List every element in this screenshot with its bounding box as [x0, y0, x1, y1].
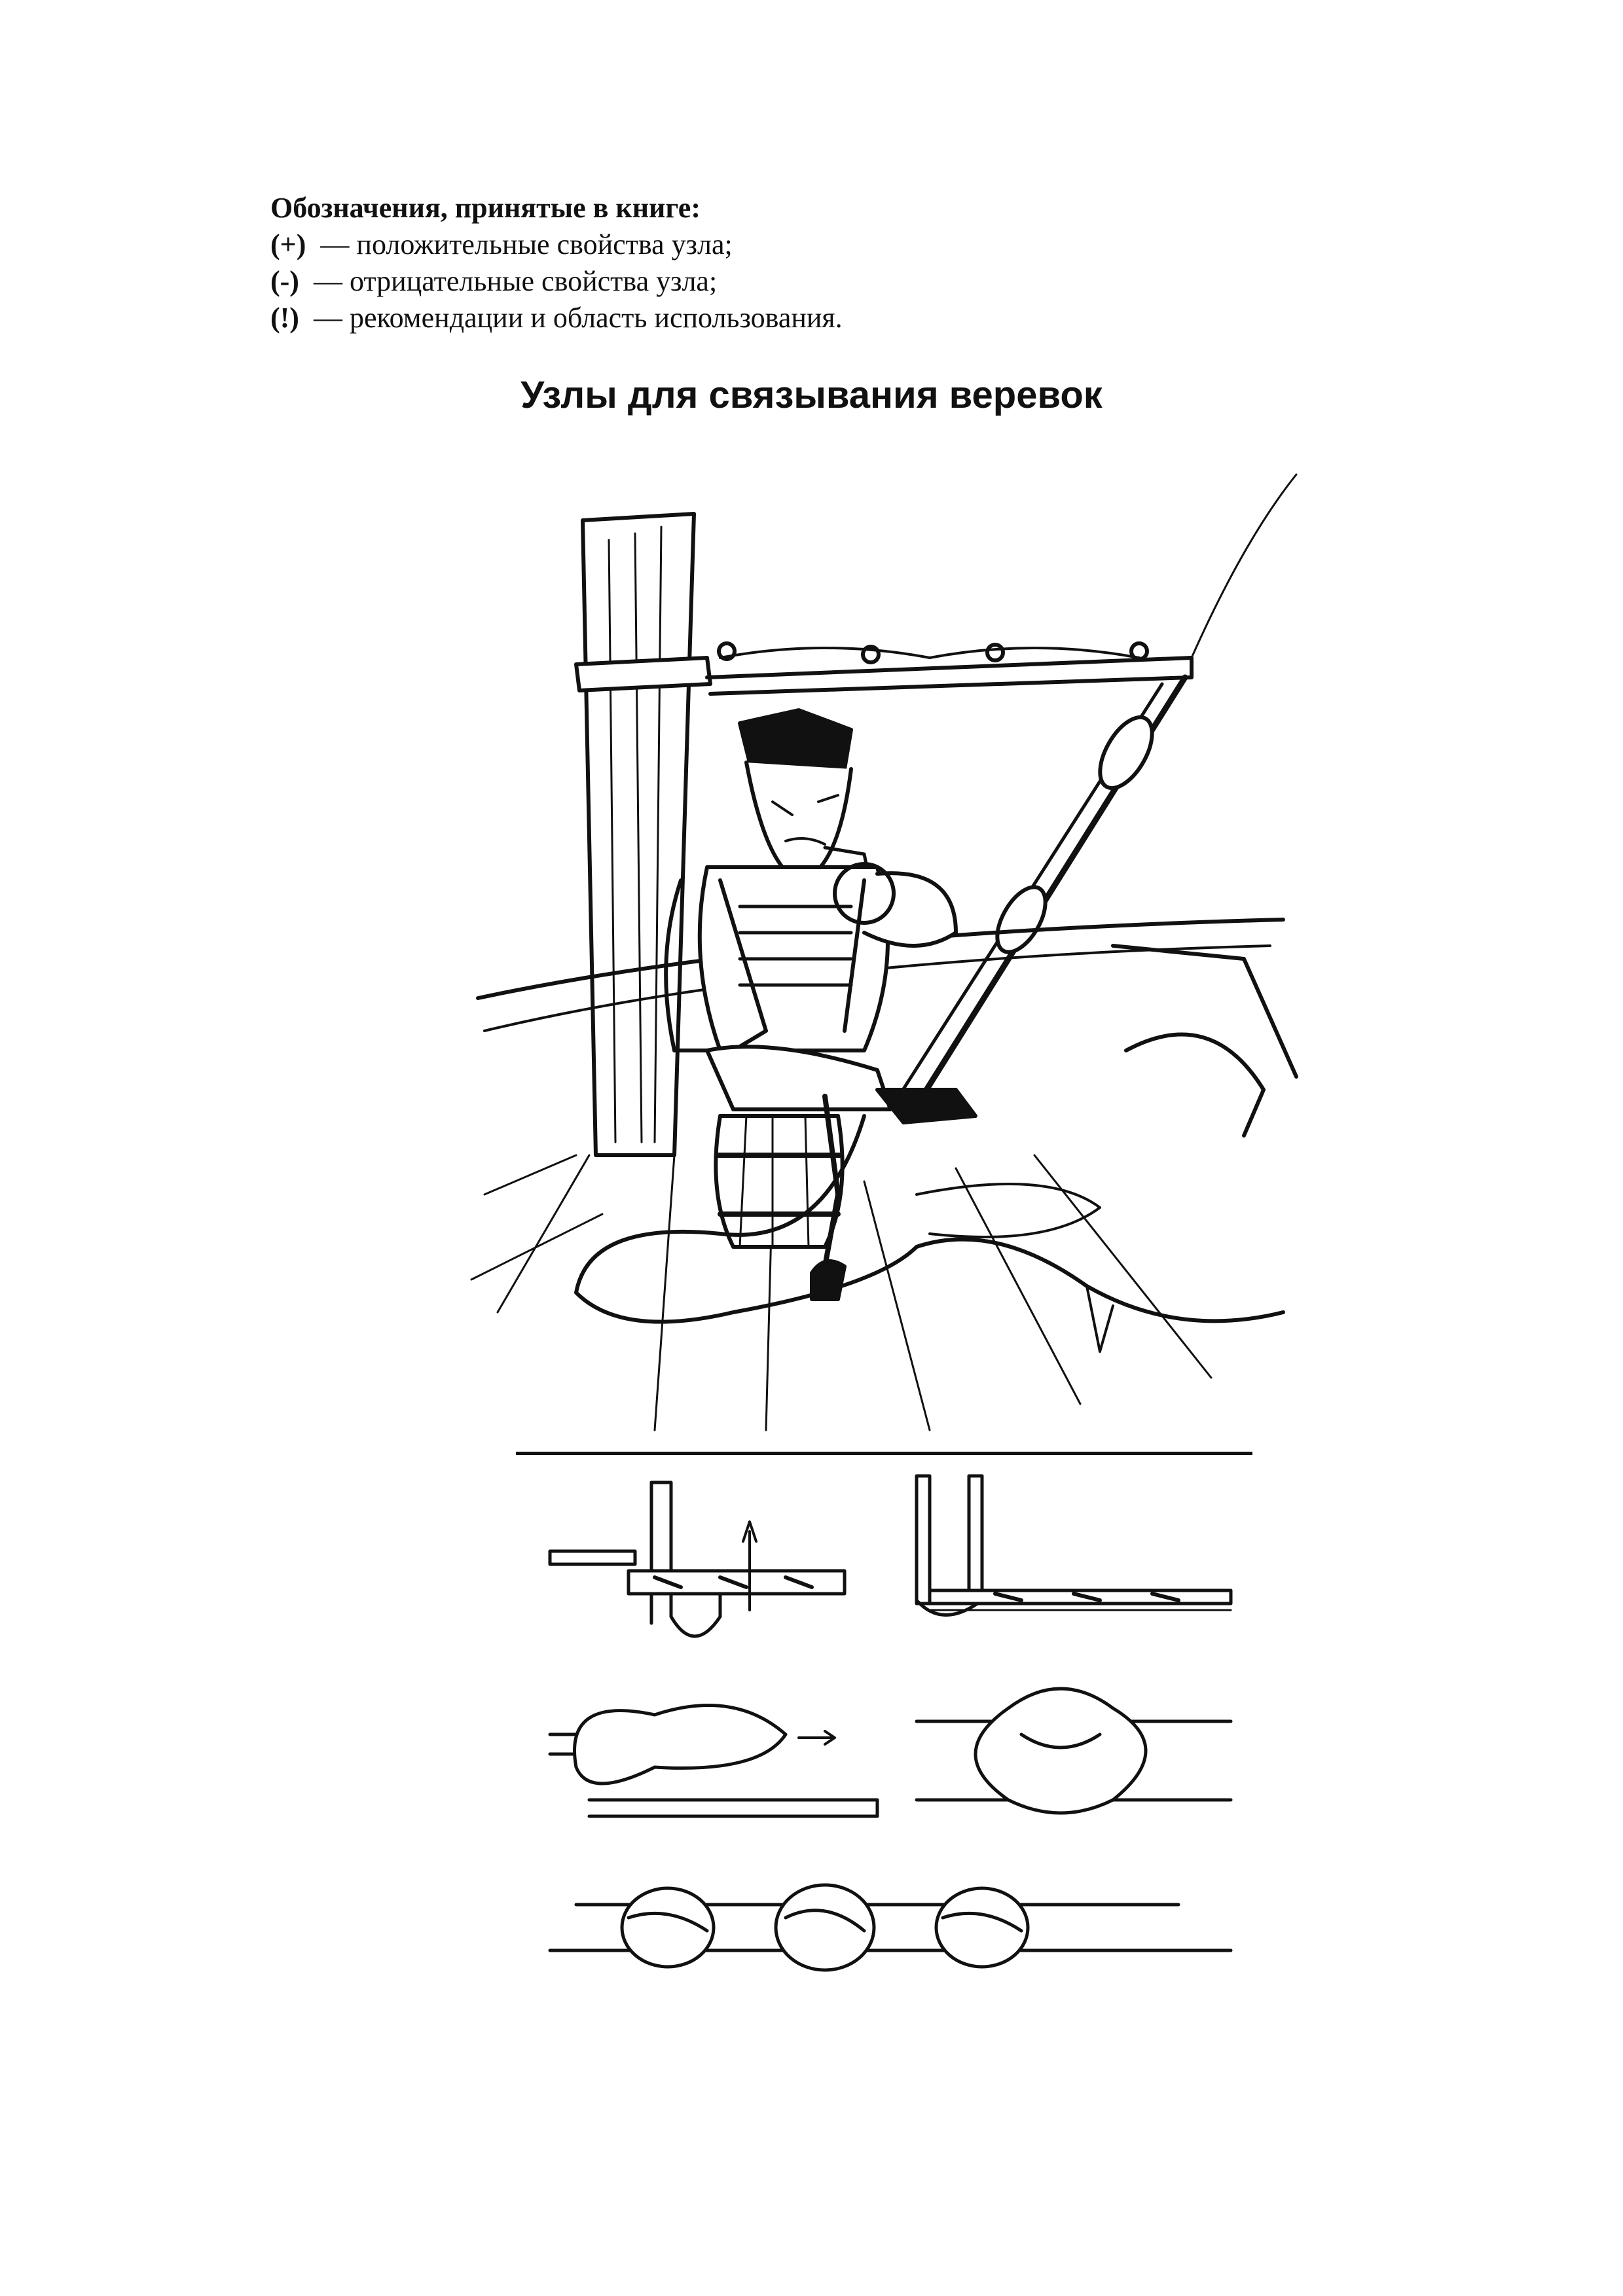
legend — [270, 190, 843, 336]
knot-step-1 — [550, 1482, 845, 1636]
legend-text: — отрицательные свойства узла; — [313, 265, 718, 297]
reef-knot-steps-diagram — [524, 1460, 1277, 2049]
legend-title: Обозначения, принятые в книге: — [270, 192, 701, 224]
legend-item-positive — [270, 226, 843, 263]
legend-symbol: (+) — [270, 228, 306, 260]
knot-step-2 — [917, 1476, 1231, 1615]
knot-step-4 — [917, 1689, 1231, 1813]
legend-text: — рекомендации и область использования. — [313, 302, 843, 334]
legend-item-negative — [270, 263, 843, 300]
knot-step-3 — [550, 1705, 877, 1816]
legend-symbol: (!) — [270, 302, 299, 334]
legend-symbol: (-) — [270, 265, 299, 297]
sailor-splicing-rope-illustration — [458, 461, 1309, 1443]
knot-step-5 — [550, 1885, 1231, 1970]
section-title: Узлы для связывания веревок — [520, 374, 1103, 416]
section-divider — [516, 1452, 1252, 1455]
legend-text: — положительные свойства узла; — [320, 228, 733, 260]
legend-item-recommendation — [270, 300, 843, 336]
